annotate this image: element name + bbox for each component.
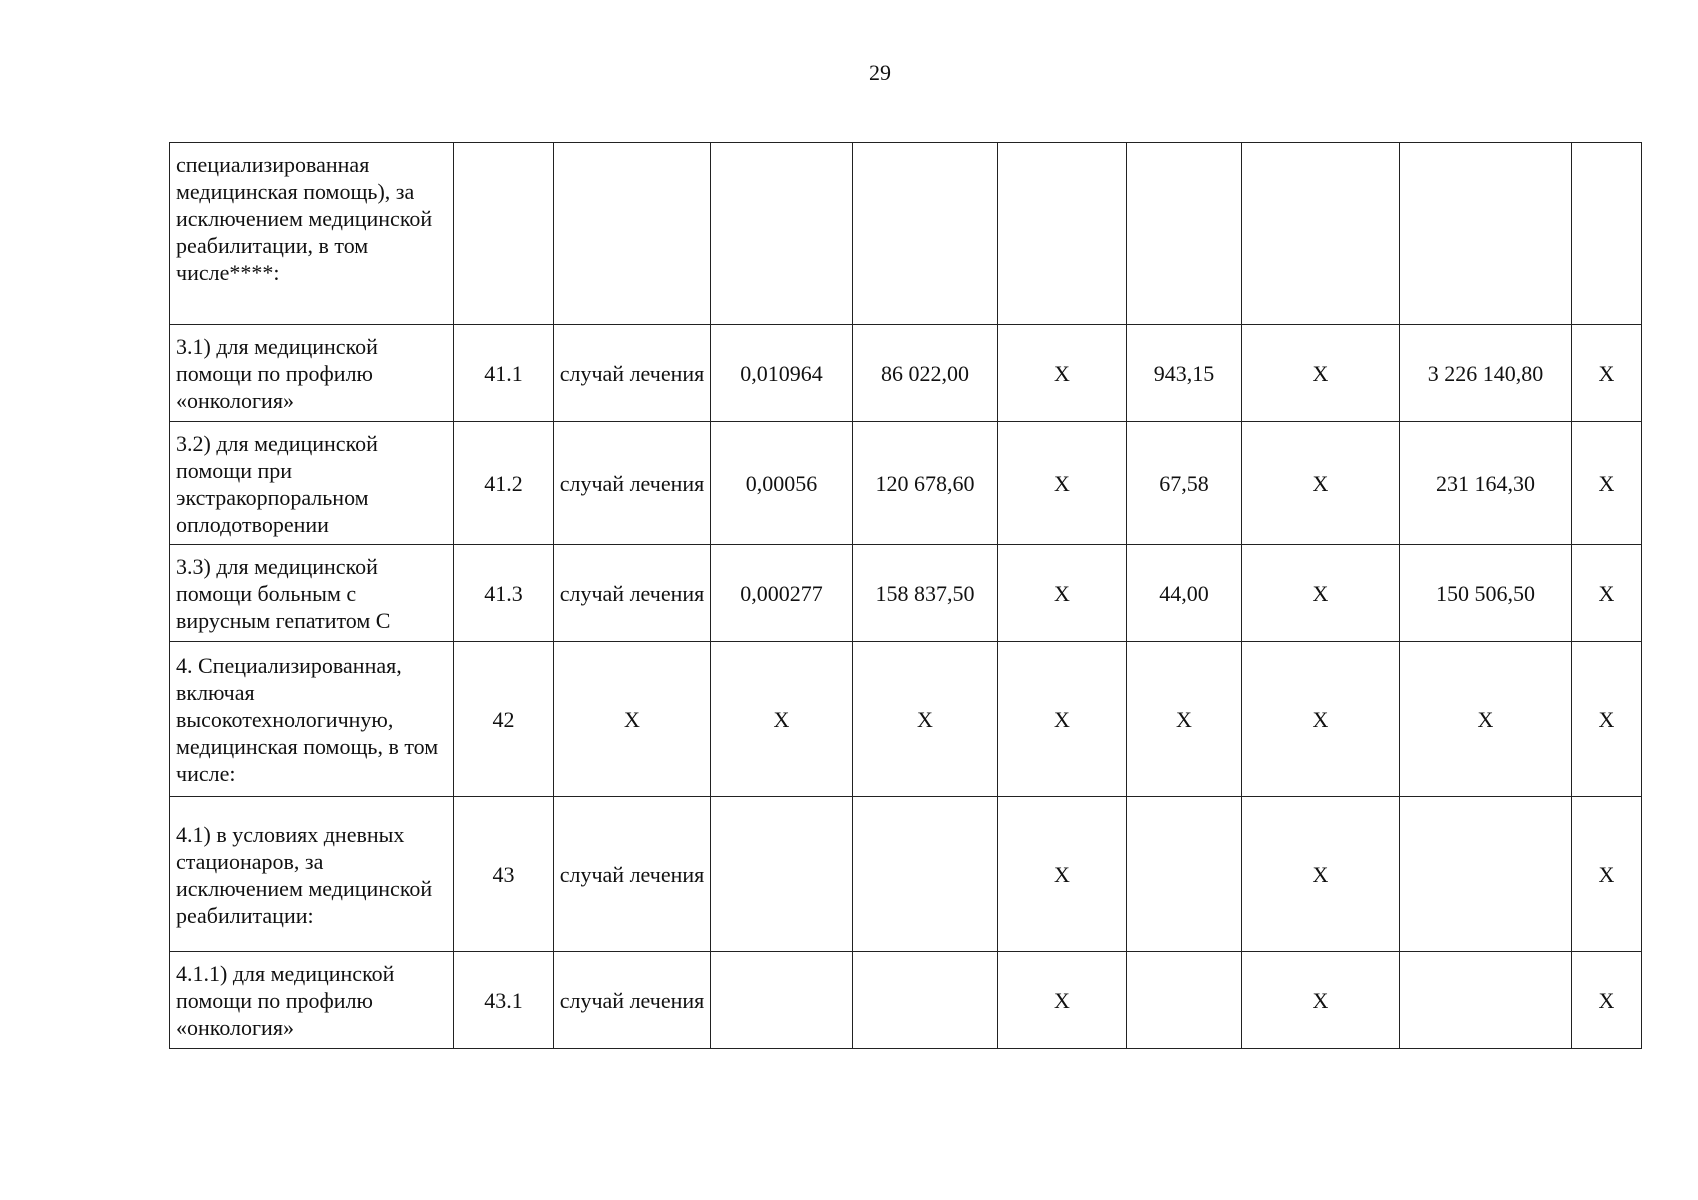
table-cell: [454, 143, 554, 325]
table-cell: X: [998, 325, 1127, 422]
table-cell: X: [998, 797, 1127, 952]
table-cell: [1400, 952, 1572, 1049]
table-cell: 150 506,50: [1400, 545, 1572, 642]
table-cell: X: [998, 422, 1127, 545]
table-cell: X: [1242, 797, 1400, 952]
table-cell: X: [1242, 545, 1400, 642]
table-cell: X: [998, 952, 1127, 1049]
table-cell: 42: [454, 642, 554, 797]
table-cell: 3 226 140,80: [1400, 325, 1572, 422]
row-label: 4.1) в условиях дневных стационаров, за исключением медицинской реабилитации:: [170, 797, 454, 952]
table-row: [170, 325, 1642, 422]
table-cell: X: [998, 642, 1127, 797]
table-row: [170, 797, 1642, 952]
table-cell: 158 837,50: [853, 545, 998, 642]
table-cell: [1572, 143, 1642, 325]
table-cell: X: [1242, 952, 1400, 1049]
table-cell: 43: [454, 797, 554, 952]
table-cell: 44,00: [1127, 545, 1242, 642]
table-cell: 0,010964: [711, 325, 853, 422]
table-cell: X: [1242, 642, 1400, 797]
table-cell: [1400, 143, 1572, 325]
table-cell: [853, 797, 998, 952]
table-cell: X: [1242, 325, 1400, 422]
table-cell: 41.2: [454, 422, 554, 545]
table-cell: [1127, 143, 1242, 325]
table-row: [170, 545, 1642, 642]
table-cell: случай лечения: [554, 422, 711, 545]
table-cell: X: [1572, 952, 1642, 1049]
table-cell: [711, 143, 853, 325]
page-number: 29: [869, 60, 891, 85]
table-cell: X: [1572, 325, 1642, 422]
table-cell: X: [1127, 642, 1242, 797]
table-cell: случай лечения: [554, 545, 711, 642]
table-cell: случай лечения: [554, 952, 711, 1049]
table-cell: 120 678,60: [853, 422, 998, 545]
table-cell: 43.1: [454, 952, 554, 1049]
table-cell: 231 164,30: [1400, 422, 1572, 545]
table-cell: X: [1242, 422, 1400, 545]
table-cell: X: [554, 642, 711, 797]
table-cell: 41.1: [454, 325, 554, 422]
table-cell: X: [711, 642, 853, 797]
table-cell: 943,15: [1127, 325, 1242, 422]
row-label: специализированная медицинская помощь), за исключением медицинской реабилитации, в том числе****:: [170, 143, 454, 325]
table-cell: X: [998, 545, 1127, 642]
table-cell: [554, 143, 711, 325]
table-cell: X: [1572, 642, 1642, 797]
table-cell: X: [1572, 797, 1642, 952]
table-cell: X: [853, 642, 998, 797]
table-cell: [1400, 797, 1572, 952]
table-cell: [998, 143, 1127, 325]
data-table: [169, 142, 1642, 1049]
table-cell: X: [1572, 545, 1642, 642]
table-cell: [853, 143, 998, 325]
row-label: 3.1) для медицинской помощи по профилю «онкология»: [170, 325, 454, 422]
table-cell: X: [1572, 422, 1642, 545]
row-label: 4.1.1) для медицинской помощи по профилю «онкология»: [170, 952, 454, 1049]
table-row: [170, 642, 1642, 797]
row-label: 3.3) для медицинской помощи больным с вирусным гепатитом С: [170, 545, 454, 642]
table-cell: [1242, 143, 1400, 325]
row-label: 3.2) для медицинской помощи при экстракорпоральном оплодотворении: [170, 422, 454, 545]
table-cell: 0,00056: [711, 422, 853, 545]
table-cell: [711, 952, 853, 1049]
table-row: [170, 422, 1642, 545]
table-cell: [853, 952, 998, 1049]
table-row: [170, 143, 1642, 325]
table-cell: случай лечения: [554, 325, 711, 422]
table-cell: X: [1400, 642, 1572, 797]
table-cell: [711, 797, 853, 952]
table-cell: 67,58: [1127, 422, 1242, 545]
table-cell: [1127, 952, 1242, 1049]
table-cell: [1127, 797, 1242, 952]
table-row: [170, 952, 1642, 1049]
table-cell: 0,000277: [711, 545, 853, 642]
table-cell: 41.3: [454, 545, 554, 642]
row-label: 4. Специализированная, включая высокотехнологичную, медицинская помощь, в том числе:: [170, 642, 454, 797]
table-cell: 86 022,00: [853, 325, 998, 422]
table-cell: случай лечения: [554, 797, 711, 952]
